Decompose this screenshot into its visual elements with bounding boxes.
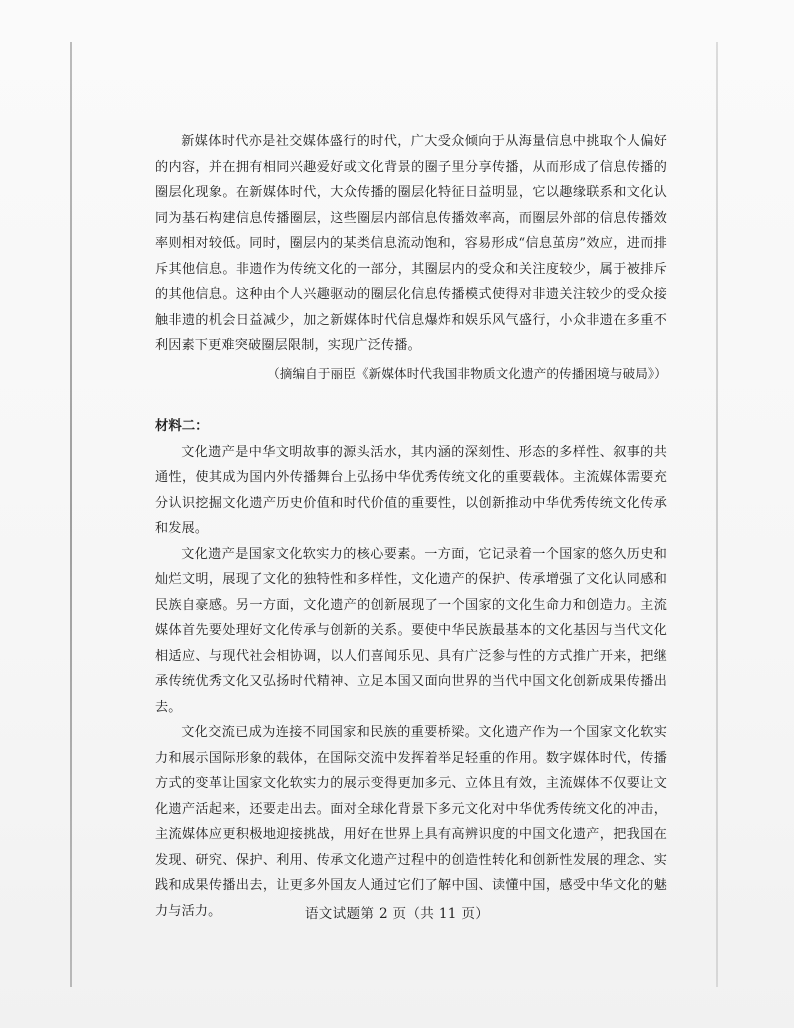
material-two-paragraph-2: 文化遗产是国家文化软实力的核心要素。一方面，它记录着一个国家的悠久历史和灿烂文明，展现了文化的独特性和多样性，文化遗产的保护、传承增强了文化认同感和民族自豪感。另一方面，文化遗产的创新展现了一个国家的文化生命力和创造力。主流媒体首先要处理好文化传承与创新的关系。要使中华民族最基本的文化基因与当代文化相适应、与现代社会相协调，以人们喜闻乐见、具有广泛参与性的方式推广开来，把继承传统优秀文化又弘扬时代精神、立足本国又面向世界的当代中国文化创新成果传播出去。: [155, 546, 667, 715]
material-one-paragraph: 新媒体时代亦是社交媒体盛行的时代，广大受众倾向于从海量信息中挑取个人偏好的内容，并在拥有相同兴趣爱好或文化背景的圈子里分享传播，从而形成了信息传播的圈层化现象。在新媒体时代，大众传播的圈层化特征日益明显，它以趣缘联系和文化认同为基石构建信息传播圈层，这些圈层内部信息传播效率高，而圈层外部的信息传播效率则相对较低。同时，圈层内的某类信息流动饱和，容易形成“信息茧房”效应，进而排斥其他信息。非遗作为传统文化的一部分，其圈层内的受众和关注度较少，属于被排斥的其他信息。这种由个人兴趣驱动的圈层化信息传播模式使得对非遗关注较少的受众接触非遗的机会日益减少，加之新媒体时代信息爆炸和娱乐风气盛行，小众非遗在多重不利因素下更难突破圈层限制，实现广泛传播。: [155, 134, 667, 353]
material-two-heading: 材料二：: [155, 418, 209, 434]
page-content: [155, 129, 667, 924]
material-two-paragraph-1: 文化遗产是中华文明故事的源头活水，其内涵的深刻性、形态的多样性、叙事的共通性，使其成为国内外传播舞台上弘扬中华优秀传统文化的重要载体。主流媒体需要充分认识挖掘文化遗产历史价值和时代价值的重要性，以创新推动中华优秀传统文化传承和发展。: [155, 444, 667, 536]
scan-edge-left: [70, 42, 72, 987]
page-footer: 语文试题第 2 页（共 11 页）: [304, 906, 490, 922]
material-two-paragraph-3: 文化交流已成为连接不同国家和民族的重要桥梁。文化遗产作为一个国家文化软实力和展示国际形象的载体，在国际交流中发挥着举足轻重的作用。数字媒体时代，传播方式的变革让国家文化软实力的展示变得更加多元、立体且有效，主流媒体不仅要让文化遗产活起来，还要走出去。面对全球化背景下多元文化对中华优秀传统文化的冲击，主流媒体应更积极地迎接挑战，用好在世界上具有高辨识度的中国文化遗产，把我国在发现、研究、保护、利用、传承文化遗产过程中的创造性转化和创新性发展的理念、实践和成果传播出去，让更多外国友人通过它们了解中国、读懂中国，感受中华文化的魅力与活力。: [155, 725, 667, 919]
scan-edge-right: [716, 42, 718, 987]
material-one-source: （摘编自于丽臣《新媒体时代我国非物质文化遗产的传播困境与破局》）: [267, 365, 667, 381]
